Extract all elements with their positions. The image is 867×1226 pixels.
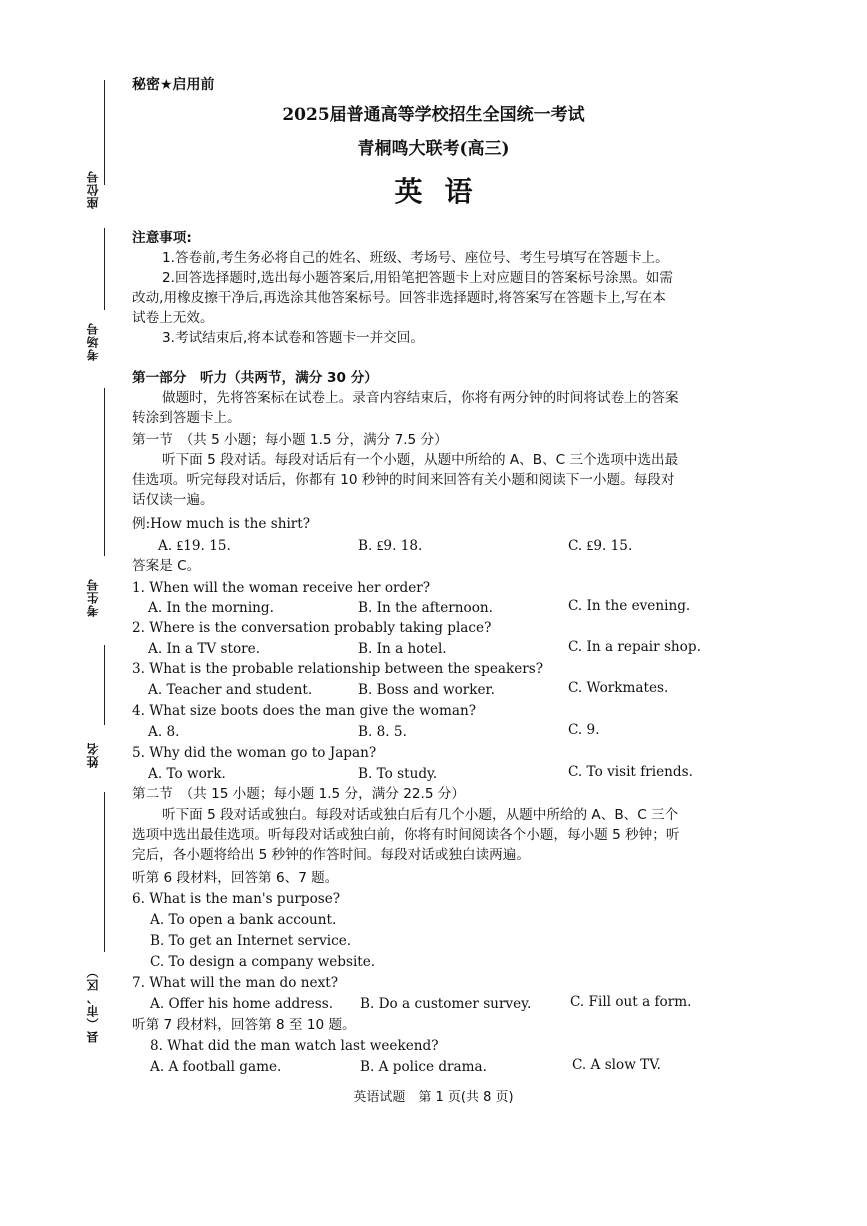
question-3: 3. What is the probable relationship between the speakers?	[132, 661, 544, 677]
material-6-instruction: 听第 6 段材料，回答第 6、7 题。	[132, 870, 339, 886]
section2-intro-cont: 完后，各小题将给出 5 秒钟的作答时间。每段对话或独白读两遍。	[132, 847, 530, 863]
examinee-number-label: 考生号	[86, 578, 100, 617]
question-7-option-b: B. Do a customer survey.	[360, 996, 532, 1012]
subject-title: 英语	[394, 175, 495, 208]
question-2-option-a: A. In a TV store.	[148, 641, 261, 657]
question-3-option-c: C. Workmates.	[568, 680, 669, 696]
question-1-option-b: B. In the afternoon.	[358, 600, 494, 616]
question-1-option-a: A. In the morning.	[148, 600, 274, 616]
section2-intro-cont: 选项中选出最佳选项。听每段对话或独白前，你将有时间阅读各个小题，每小题 5 秒钟；听	[132, 827, 680, 843]
question-6-option-a: A. To open a bank account.	[150, 912, 337, 928]
question-1-option-c: C. In the evening.	[568, 598, 691, 614]
question-6-option-c: C. To design a company website.	[150, 954, 376, 970]
question-6: 6. What is the man's purpose?	[132, 891, 341, 907]
question-7: 7. What will the man do next?	[132, 975, 338, 991]
part1-heading: 第一部分 听力（共两节，满分 30 分）	[132, 370, 378, 386]
note-1: 1.答卷前,考生务必将自己的姓名、班级、考场号、座位号、考生号填写在答题卡上。	[162, 250, 669, 266]
exam-room-label: 考场号	[86, 322, 100, 361]
example-option-c: C. ₤9. 15.	[568, 538, 633, 554]
seat-number-label: 座位号	[86, 170, 100, 209]
question-2-option-c: C. In a repair shop.	[568, 639, 701, 655]
question-5-option-c: C. To visit friends.	[568, 764, 693, 780]
binding-line	[104, 388, 105, 556]
binding-line	[104, 645, 105, 725]
note-3: 3.考试结束后,将本试卷和答题卡一并交回。	[162, 330, 424, 346]
section1-intro-cont: 话仅读一遍。	[132, 492, 214, 508]
name-label: 姓名	[86, 742, 100, 768]
example-option-a: A. ₤19. 15.	[158, 538, 231, 554]
part1-intro: 做题时，先将答案标在试卷上。录音内容结束后，你将有两分钟的时间将试卷上的答案	[162, 390, 679, 406]
question-4-option-b: B. 8. 5.	[358, 724, 407, 740]
example-question: 例:How much is the shirt?	[132, 516, 311, 532]
section2-heading: 第二节 （共 15 小题；每小题 1.5 分，满分 22.5 分）	[132, 786, 465, 802]
county-label: 县（市、区）	[86, 965, 100, 1043]
question-2-option-b: B. In a hotel.	[358, 641, 447, 657]
question-4-option-a: A. 8.	[148, 724, 180, 740]
question-5-option-b: B. To study.	[358, 766, 438, 782]
question-5-option-a: A. To work.	[148, 766, 226, 782]
section2-intro: 听下面 5 段对话或独白。每段对话或独白后有几个小题，从题中所给的 A、B、C 三个	[162, 807, 679, 823]
question-8-option-a: A. A football game.	[150, 1059, 282, 1075]
question-3-option-b: B. Boss and worker.	[358, 682, 495, 698]
exam-subtitle: 青桐鸣大联考(高三)	[357, 139, 510, 159]
section1-heading: 第一节 （共 5 小题；每小题 1.5 分，满分 7.5 分）	[132, 432, 448, 448]
question-8-option-c: C. A slow TV.	[572, 1057, 661, 1073]
question-8-option-b: B. A police drama.	[360, 1059, 487, 1075]
confidential-mark: 秘密★启用前	[132, 77, 215, 93]
question-5: 5. Why did the woman go to Japan?	[132, 745, 377, 761]
notes-heading: 注意事项:	[132, 230, 192, 246]
note-2-cont: 改动,用橡皮擦干净后,再选涂其他答案标号。回答非选择题时,将答案写在答题卡上,写在本	[132, 290, 666, 306]
example-option-b: B. ₤9. 18.	[358, 538, 423, 554]
question-1: 1. When will the woman receive her order?	[132, 580, 431, 596]
binding-line	[104, 792, 105, 952]
note-2: 2.回答选择题时,选出每小题答案后,用铅笔把答题卡上对应题目的答案标号涂黑。如需	[162, 270, 673, 286]
question-6-option-b: B. To get an Internet service.	[150, 933, 352, 949]
section1-intro: 听下面 5 段对话。每段对话后有一个小题，从题中所给的 A、B、C 三个选项中选出最	[162, 452, 679, 468]
material-7-instruction: 听第 7 段材料，回答第 8 至 10 题。	[132, 1017, 356, 1033]
example-answer: 答案是 C。	[132, 558, 201, 574]
question-2: 2. Where is the conversation probably taking place?	[132, 620, 492, 636]
binding-line	[104, 228, 105, 310]
question-3-option-a: A. Teacher and student.	[148, 682, 313, 698]
binding-margin	[78, 70, 118, 1080]
question-4: 4. What size boots does the man give the woman?	[132, 703, 477, 719]
question-8: 8. What did the man watch last weekend?	[150, 1038, 439, 1054]
page-footer: 英语试题 第 1 页(共 8 页)	[353, 1090, 514, 1105]
note-2-cont: 试卷上无效。	[132, 310, 214, 326]
question-7-option-a: A. Offer his home address.	[150, 996, 334, 1012]
question-7-option-c: C. Fill out a form.	[570, 994, 692, 1010]
section1-intro-cont: 佳选项。听完每段对话后，你都有 10 秒钟的时间来回答有关小题和阅读下一小题。每段对	[132, 472, 675, 488]
part1-intro-cont: 转涂到答题卡上。	[132, 410, 241, 426]
exam-title: 2025届普通高等学校招生全国统一考试	[282, 105, 585, 125]
question-4-option-c: C. 9.	[568, 722, 600, 738]
